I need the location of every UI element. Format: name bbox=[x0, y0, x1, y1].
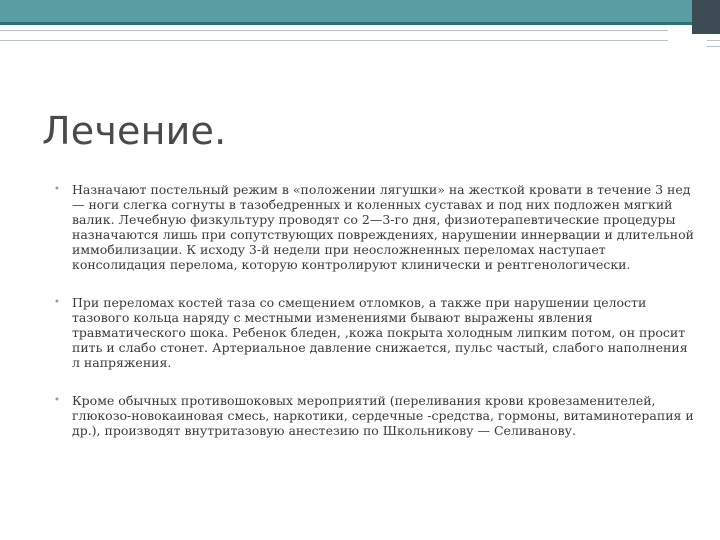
header-accent-underline bbox=[0, 22, 692, 25]
bullet-text: Назначают постельный режим в «положении лягушки» на жесткой кровати в течение 3 нед — ноги слегка согнуты в тазобедренных и коленных суставах и под них подложен мягкий валик. Лечебную физкультуру проводят со 2—3-го дня, физиотерапевтические процедуры назначаются лишь при сопутствующих повреждениях, нарушении иннервации и длительной иммобилизации. К исходу 3-й недели при неосложненных переломах наступает консолидация перелома, которую контролируют клинически и рентгенологически. bbox=[72, 182, 694, 272]
header-accent-bar bbox=[0, 0, 692, 22]
bullet-text: Кроме обычных противошоковых мероприятий (переливания крови кровезаменителей, глюкозо-новокаиновая смесь, наркотики, сердечные -средства, гормоны, витаминотерапия и др.), производят внутритазовую анестезию по Школьникову — Селиванову. bbox=[72, 393, 694, 438]
bullet-icon: • bbox=[54, 184, 60, 195]
corner-divider-upper bbox=[707, 40, 720, 41]
header-corner-block bbox=[692, 0, 720, 34]
bullet-item bbox=[54, 182, 694, 272]
bullet-item bbox=[54, 295, 694, 370]
header-divider-upper bbox=[0, 30, 668, 31]
bullet-icon: • bbox=[54, 395, 60, 406]
slide-body bbox=[54, 182, 694, 438]
bullet-icon: • bbox=[54, 297, 60, 308]
bullet-text: При переломах костей таза со смещением отломков, а также при нарушении целости тазового кольца наряду с местными изменениями бывают выражены явления травматического шока. Ребенок бледен, ,кожа покрыта холодным липким потом, он просит пить и слабо стонет. Артериальное давление снижается, пульс частый, слабого наполнения л напряжения. bbox=[72, 295, 688, 370]
corner-divider-lower bbox=[707, 46, 720, 47]
bullet-item bbox=[54, 393, 694, 438]
header-divider-lower bbox=[0, 40, 668, 41]
slide-title: Лечение. bbox=[42, 109, 227, 153]
